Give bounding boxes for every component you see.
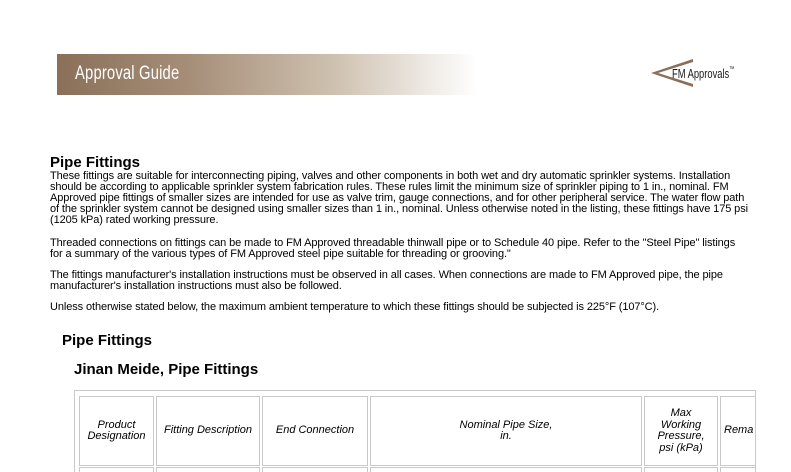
column-header: Max Working Pressure, psi (kPa) bbox=[644, 396, 718, 466]
manufacturer-title: Jinan Meide, Pipe Fittings bbox=[74, 361, 259, 378]
column-header: Rema bbox=[720, 396, 756, 466]
threaded-connections-paragraph: Threaded connections on fittings can be made to FM Approved threadable thinwall pipe or to Schedule 40 pipe. Refer to the "Steel Pipe" listings for a summary of the various types of FM Approved steel pipe suitable for threading or grooving." bbox=[50, 237, 736, 260]
table-cell bbox=[370, 467, 642, 472]
subsection-title: Pipe Fittings bbox=[62, 332, 152, 349]
table-cell bbox=[79, 467, 154, 472]
logo-label: FM Approvals™ bbox=[672, 66, 735, 81]
column-header: End Connection bbox=[262, 396, 368, 466]
fm-approvals-logo bbox=[648, 58, 738, 88]
column-header: Nominal Pipe Size, in. bbox=[370, 396, 642, 466]
section-title: Pipe Fittings bbox=[50, 154, 140, 171]
column-header: Fitting Description bbox=[156, 396, 260, 466]
temperature-paragraph: Unless otherwise stated below, the maximum ambient temperature to which these fittings should be subjected is 225°F (107°C). bbox=[50, 301, 660, 313]
table-cell bbox=[720, 467, 756, 472]
intro-paragraph: These fittings are suitable for interconnecting piping, valves and other components in both wet and dry automatic sprinkler systems. Installation should be according to applicable sprinkler system fabrication rules. These rules limit the minimum size of sprinkler piping to 1 in., nominal. FM Approved pipe fittings of smaller sizes are intended for use as valve trim, gauge connections, and for other peripheral service. The water flow path of the sprinkler system cannot be designed using smaller sizes than 1 in., nominal. Unless otherwise noted in the listing, these fittings have 175 psi (1205 kPa) rated working pressure. bbox=[50, 170, 748, 226]
page-header-title: Approval Guide bbox=[75, 63, 180, 84]
table-cell bbox=[156, 467, 260, 472]
table-cell bbox=[644, 467, 718, 472]
installation-paragraph: The fittings manufacturer's installation instructions must be observed in all cases. When connections are made to FM Approved pipe, the pipe manufacturer's installation instructions must also be followed. bbox=[50, 269, 723, 292]
table-cell bbox=[262, 467, 368, 472]
column-header: Product Designation bbox=[79, 396, 154, 466]
